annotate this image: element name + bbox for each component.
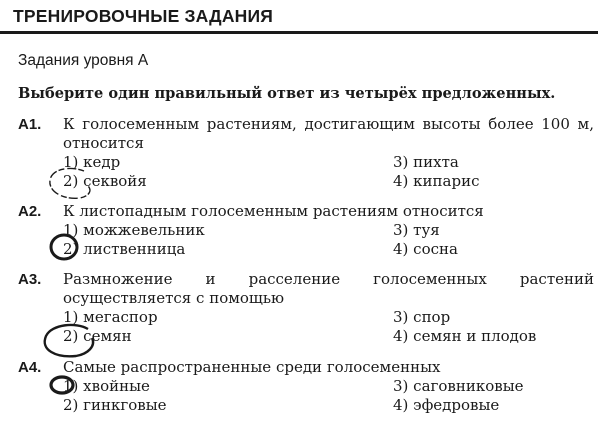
option-4[interactable]: 4) семян и плодов	[393, 327, 537, 345]
question-a1	[18, 115, 594, 191]
question-number: А4.	[18, 359, 42, 376]
question-number: А3.	[18, 271, 42, 288]
option-3[interactable]: 3) пихта	[393, 153, 459, 171]
question-a4	[18, 358, 594, 415]
question-text: Самые распространенные среди голосеменных	[63, 358, 441, 376]
option-3[interactable]: 3) саговниковые	[393, 377, 524, 395]
question-number: А2.	[18, 203, 42, 220]
question-a2	[18, 202, 594, 259]
level-title: Задания уровня А	[18, 52, 149, 69]
option-4[interactable]: 4) кипарис	[393, 172, 480, 190]
answer-options	[63, 308, 594, 346]
option-1[interactable]: 1) кедр	[63, 153, 121, 171]
option-2[interactable]: 2) семян	[63, 327, 132, 345]
option-2[interactable]: 2) лиственница	[63, 240, 186, 258]
question-a3	[18, 270, 594, 346]
header-rule	[0, 31, 598, 34]
question-text: К голосеменным растениям, достигающим высоты более 100 м, относится	[63, 115, 594, 152]
question-text: К листопадным голосеменным растениям относится	[63, 202, 484, 220]
option-1[interactable]: 1) хвойные	[63, 377, 150, 395]
option-3[interactable]: 3) туя	[393, 221, 440, 239]
answer-options	[63, 377, 594, 415]
option-3[interactable]: 3) спор	[393, 308, 451, 326]
option-1[interactable]: 1) можжевельник	[63, 221, 205, 239]
answer-options	[63, 153, 594, 191]
option-4[interactable]: 4) сосна	[393, 240, 458, 258]
option-2[interactable]: 2) секвойя	[63, 172, 147, 190]
question-text: Размножение и расселение голосеменных растений осуществляется с помощью	[63, 270, 594, 307]
option-1[interactable]: 1) мегаспор	[63, 308, 158, 326]
answer-options	[63, 221, 594, 259]
page-header: ТРЕНИРОВОЧНЫЕ ЗАДАНИЯ	[13, 6, 274, 26]
instruction-text: Выберите один правильный ответ из четырёх предложенных.	[18, 85, 556, 102]
option-4[interactable]: 4) эфедровые	[393, 396, 500, 414]
question-number: А1.	[18, 116, 42, 133]
option-2[interactable]: 2) гинкговые	[63, 396, 167, 414]
